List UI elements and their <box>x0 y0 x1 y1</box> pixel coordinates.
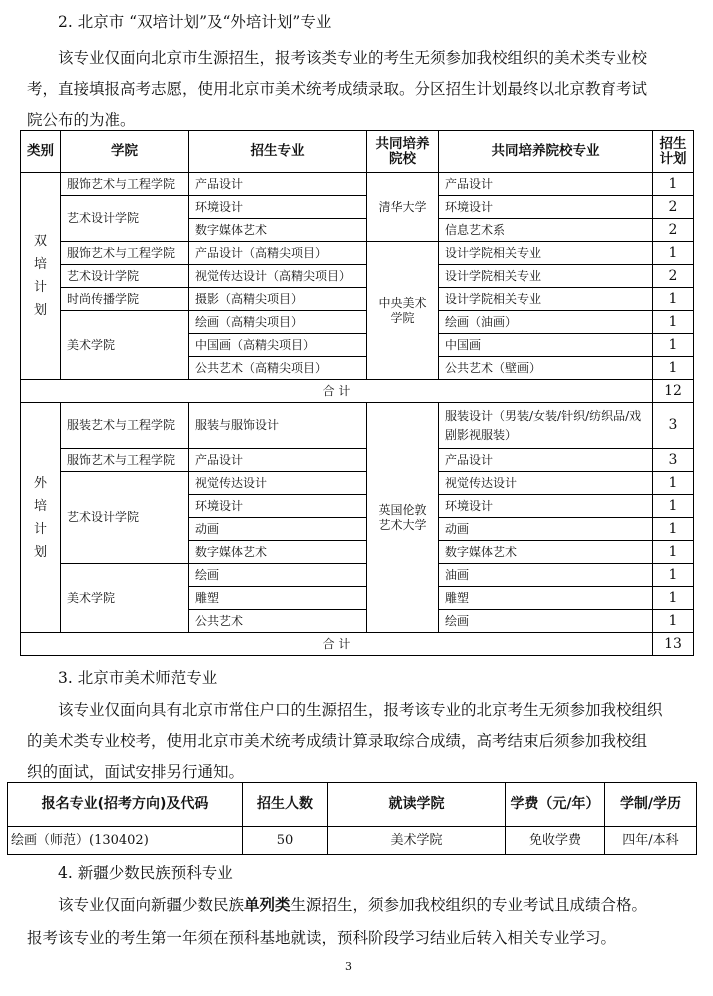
section4-heading: 4. 新疆少数民族预科专业 <box>58 864 233 882</box>
college-cell: 美术学院 <box>61 564 189 633</box>
table-row <box>21 288 694 311</box>
partner-school-cell: 清华大学 <box>367 173 439 242</box>
plan-cell: 1 <box>653 242 694 265</box>
table-row <box>21 265 694 288</box>
header-partner-school: 共同培养院校 <box>367 131 439 173</box>
partner-major-cell: 视觉传达设计 <box>439 472 653 495</box>
category-shuangpei: 双 培 计 划 <box>21 173 61 380</box>
table-row <box>21 403 694 449</box>
plan-cell: 1 <box>653 495 694 518</box>
total-row <box>21 380 694 403</box>
major-cell: 服装与服饰设计 <box>189 403 367 449</box>
plan-cell: 1 <box>653 541 694 564</box>
plan-cell: 1 <box>653 610 694 633</box>
section4-para-line1 <box>58 893 647 915</box>
table-row <box>21 564 694 587</box>
major-cell: 动画 <box>189 518 367 541</box>
major-cell: 公共艺术（高精尖项目） <box>189 357 367 380</box>
section4-para-line1-part-a: 该专业仅面向新疆少数民族 <box>58 896 245 914</box>
partner-major-cell: 服装设计（男装/女装/针织/纺织品/戏剧影视服装） <box>439 403 653 449</box>
total-label: 合 计 <box>21 633 653 656</box>
college-cell: 服饰艺术与工程学院 <box>61 242 189 265</box>
major-cell: 视觉传达设计 <box>189 472 367 495</box>
major-cell: 视觉传达设计（高精尖项目） <box>189 265 367 288</box>
college-cell: 服装艺术与工程学院 <box>61 403 189 449</box>
section4-para-line1-part-b: 生源招生，须参加我校组织的专业考试且成绩合格。 <box>290 896 648 914</box>
major-cell: 产品设计（高精尖项目） <box>189 242 367 265</box>
partner-major-cell: 绘画（油画） <box>439 311 653 334</box>
partner-major-cell: 环境设计 <box>439 495 653 518</box>
partner-school-cell: 中央美术学院 <box>367 242 439 380</box>
plan-cell: 1 <box>653 564 694 587</box>
section2-para-line3: 院公布的为准。 <box>27 111 136 129</box>
partner-school-cell: 英国伦敦艺术大学 <box>367 403 439 633</box>
plan-cell: 1 <box>653 472 694 495</box>
plan-cell: 3 <box>653 403 694 449</box>
section3-para-line3: 织的面试，面试安排另行通知。 <box>27 763 245 781</box>
major-cell: 产品设计 <box>189 173 367 196</box>
major-cell: 数字媒体艺术 <box>189 541 367 564</box>
header-fee: 学费（元/年） <box>506 783 605 827</box>
major-cell: 绘画（高精尖项目） <box>189 311 367 334</box>
plan-cell: 1 <box>653 357 694 380</box>
count-cell: 50 <box>243 827 328 855</box>
college-cell: 服饰艺术与工程学院 <box>61 449 189 472</box>
category-waipei: 外 培 计 划 <box>21 403 61 633</box>
plan-cell: 1 <box>653 173 694 196</box>
college-cell: 艺术设计学院 <box>61 265 189 288</box>
partner-major-cell: 设计学院相关专业 <box>439 242 653 265</box>
header-count: 招生人数 <box>243 783 328 827</box>
partner-major-cell: 雕塑 <box>439 587 653 610</box>
college-cell: 美术学院 <box>61 311 189 380</box>
header-plan: 招生计划 <box>653 131 694 173</box>
section4-para-line2: 报考该专业的考生第一年须在预科基地就读，预科阶段学习结业后转入相关专业学习。 <box>27 929 617 947</box>
section4-para-line1-bold: 单列类 <box>244 895 291 914</box>
enrollment-plan-table <box>20 130 694 656</box>
plan-cell: 1 <box>653 587 694 610</box>
major-cell: 雕塑 <box>189 587 367 610</box>
header-major: 招生专业 <box>189 131 367 173</box>
table-row <box>21 311 694 334</box>
major-cell: 数字媒体艺术 <box>189 219 367 242</box>
table-row <box>21 472 694 495</box>
partner-major-cell: 绘画 <box>439 610 653 633</box>
partner-major-cell: 产品设计 <box>439 173 653 196</box>
section3-heading: 3. 北京市美术师范专业 <box>58 669 218 687</box>
total-row <box>21 633 694 656</box>
header-partner-major: 共同培养院校专业 <box>439 131 653 173</box>
plan-cell: 1 <box>653 518 694 541</box>
total-value: 12 <box>653 380 694 403</box>
college-cell: 艺术设计学院 <box>61 196 189 242</box>
partner-major-cell: 中国画 <box>439 334 653 357</box>
total-value: 13 <box>653 633 694 656</box>
major-cell: 环境设计 <box>189 196 367 219</box>
section3-para-line2: 的美术类专业校考，使用北京市美术统考成绩计算录取综合成绩，高考结束后须参加我校组 <box>27 732 648 750</box>
plan-cell: 2 <box>653 265 694 288</box>
normal-major-table <box>7 782 697 855</box>
plan-cell: 3 <box>653 449 694 472</box>
total-label: 合 计 <box>21 380 653 403</box>
partner-major-cell: 信息艺术系 <box>439 219 653 242</box>
section2-para-line2: 考，直接填报高考志愿，使用北京市美术统考成绩录取。分区招生计划最终以北京教育考试 <box>27 80 648 98</box>
plan-cell: 1 <box>653 334 694 357</box>
header-major-code: 报名专业(招考方向)及代码 <box>8 783 243 827</box>
header-college: 就读学院 <box>328 783 506 827</box>
college-cell: 艺术设计学院 <box>61 472 189 564</box>
duration-cell: 四年/本科 <box>605 827 697 855</box>
header-duration: 学制/学历 <box>605 783 697 827</box>
partner-major-cell: 设计学院相关专业 <box>439 265 653 288</box>
plan-cell: 2 <box>653 219 694 242</box>
partner-major-cell: 油画 <box>439 564 653 587</box>
major-cell: 环境设计 <box>189 495 367 518</box>
plan-cell: 1 <box>653 288 694 311</box>
section2-para-line1: 该专业仅面向北京市生源招生，报考该类专业的考生无须参加我校组织的美术类专业校 <box>58 49 648 67</box>
section3-para-line1: 该专业仅面向具有北京市常住户口的生源招生，报考该专业的北京考生无须参加我校组织 <box>58 701 663 719</box>
plan-cell: 1 <box>653 311 694 334</box>
table-row <box>8 827 697 855</box>
partner-major-cell: 数字媒体艺术 <box>439 541 653 564</box>
college-cell: 服饰艺术与工程学院 <box>61 173 189 196</box>
header-category: 类别 <box>21 131 61 173</box>
major-cell: 绘画 <box>189 564 367 587</box>
college-cell: 美术学院 <box>328 827 506 855</box>
table-row <box>21 173 694 196</box>
table-row <box>21 242 694 265</box>
major-cell: 公共艺术 <box>189 610 367 633</box>
plan-cell: 2 <box>653 196 694 219</box>
partner-major-cell: 动画 <box>439 518 653 541</box>
major-cell: 中国画（高精尖项目） <box>189 334 367 357</box>
partner-major-cell: 公共艺术（壁画） <box>439 357 653 380</box>
table-header-row <box>8 783 697 827</box>
major-code-cell: 绘画（师范）(130402) <box>8 827 243 855</box>
partner-major-cell: 产品设计 <box>439 449 653 472</box>
partner-major-cell: 环境设计 <box>439 196 653 219</box>
section2-heading: 2. 北京市 “双培计划”及“外培计划”专业 <box>58 13 332 31</box>
page-number: 3 <box>345 960 352 973</box>
major-cell: 摄影（高精尖项目） <box>189 288 367 311</box>
partner-major-cell: 设计学院相关专业 <box>439 288 653 311</box>
table-header-row <box>21 131 694 173</box>
table-row <box>21 449 694 472</box>
fee-cell: 免收学费 <box>506 827 605 855</box>
college-cell: 时尚传播学院 <box>61 288 189 311</box>
table-row <box>21 196 694 219</box>
major-cell: 产品设计 <box>189 449 367 472</box>
header-college: 学院 <box>61 131 189 173</box>
